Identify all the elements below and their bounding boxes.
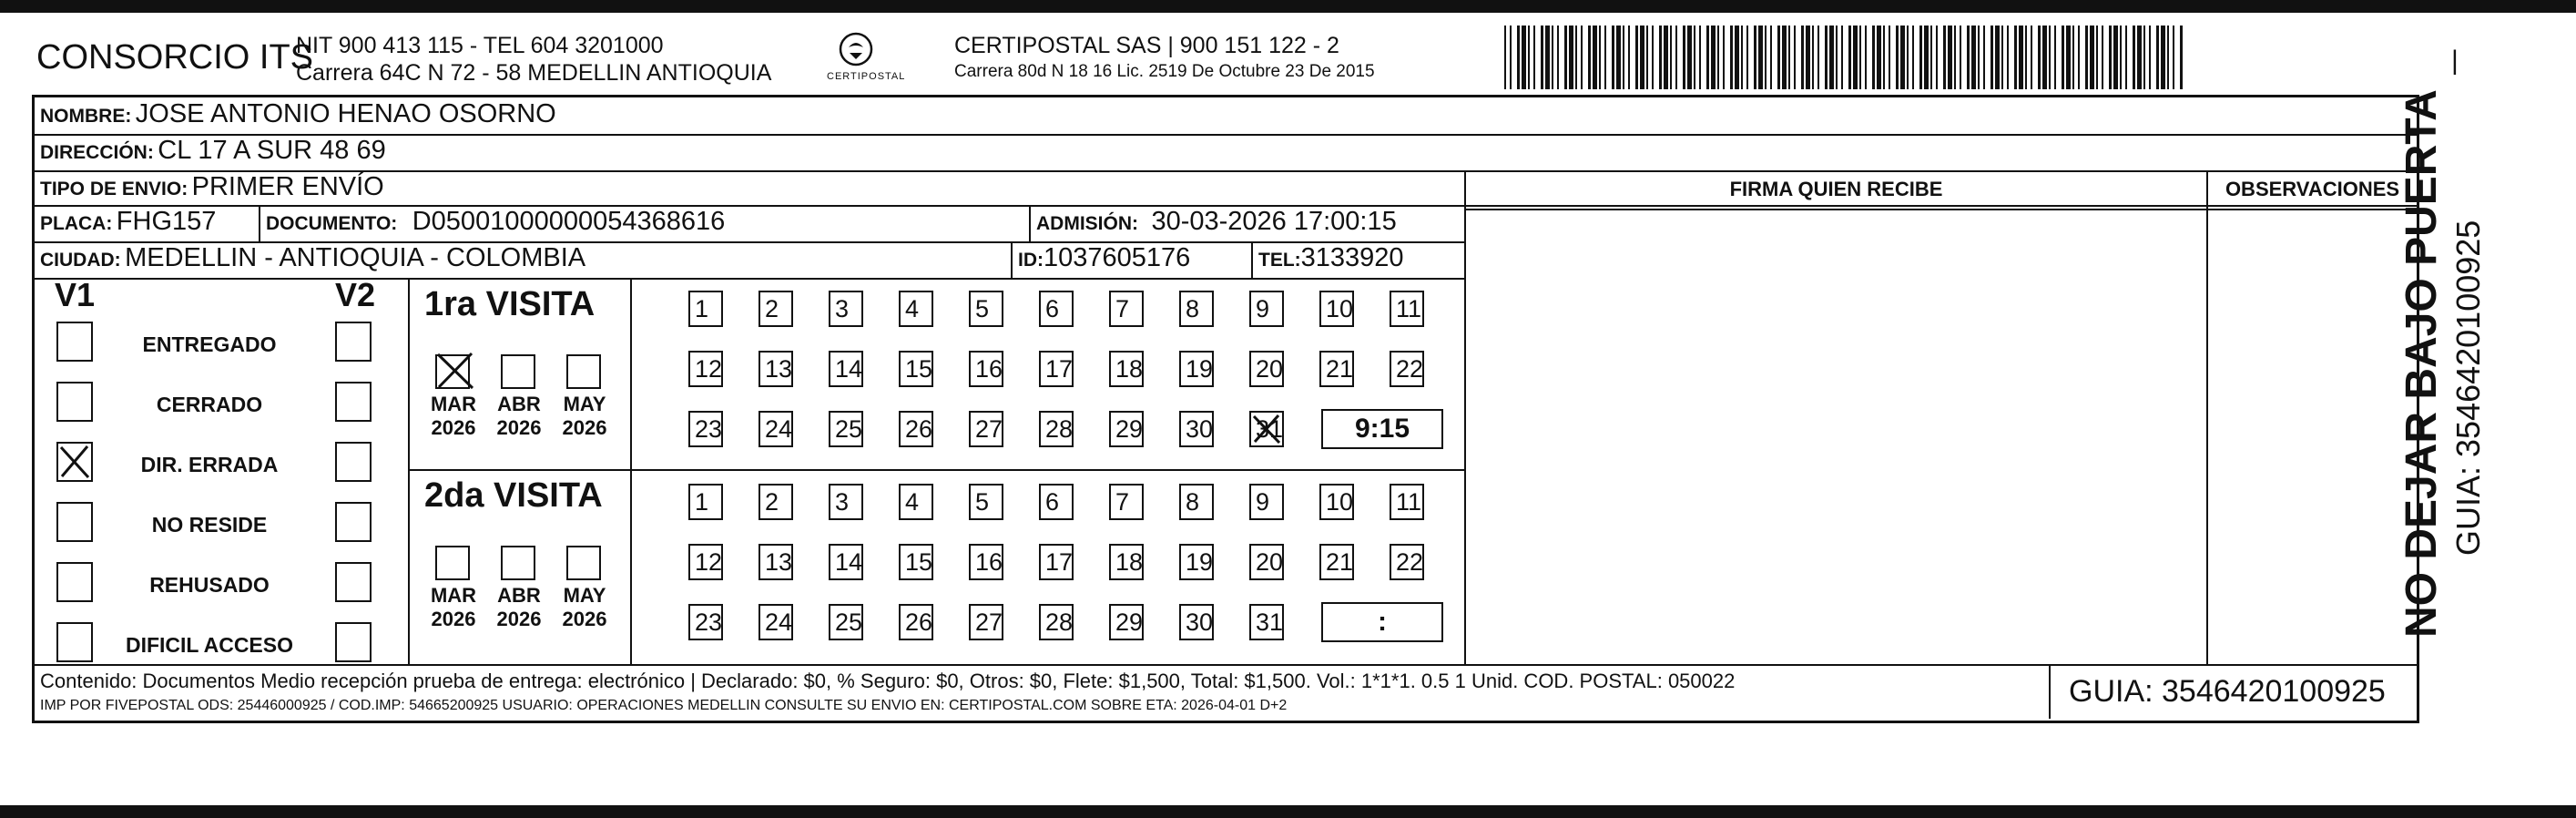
- visit1-day-22[interactable]: 22: [1390, 351, 1424, 387]
- visit1-month-label: MAY: [563, 393, 606, 415]
- tipo-value: PRIMER ENVÍO: [191, 172, 384, 201]
- visit1-day-11[interactable]: 11: [1390, 291, 1424, 327]
- visit1-day-30[interactable]: 30: [1179, 411, 1214, 447]
- status-label-no-reside: NO RESIDE: [151, 513, 268, 537]
- visit1-day-6[interactable]: 6: [1039, 291, 1074, 327]
- visit2-month-label: MAR: [430, 584, 477, 607]
- visit2-day-18[interactable]: 18: [1109, 544, 1144, 580]
- tipo-row: [40, 172, 384, 202]
- v2-checkbox-dificil-acceso[interactable]: [335, 622, 372, 662]
- visit2-day-3[interactable]: 3: [829, 484, 863, 520]
- guia-number: GUIA: 3546420100925: [2069, 674, 2386, 709]
- visit1-day-23[interactable]: 23: [688, 411, 723, 447]
- nombre-row: [40, 99, 556, 129]
- v2-checkbox-no-reside[interactable]: [335, 502, 372, 542]
- visit1-day-1[interactable]: 1: [688, 291, 723, 327]
- visit1-day-4[interactable]: 4: [899, 291, 933, 327]
- direccion-row: [40, 136, 386, 166]
- visit1-day-27[interactable]: 27: [969, 411, 1003, 447]
- visit2-day-26[interactable]: 26: [899, 604, 933, 640]
- ciudad-value: MEDELLIN - ANTIOQUIA - COLOMBIA: [125, 243, 586, 272]
- visit1-day-25[interactable]: 25: [829, 411, 863, 447]
- status-label-rehusado: REHUSADO: [149, 573, 270, 597]
- visit2-title: 2da VISITA: [424, 476, 603, 515]
- visit2-month-box-abr[interactable]: [501, 546, 535, 580]
- visit1-day-15[interactable]: 15: [899, 351, 933, 387]
- tipo-label: TIPO DE ENVIO:: [40, 179, 188, 199]
- visit2-day-20[interactable]: 20: [1249, 544, 1284, 580]
- visit2-day-25[interactable]: 25: [829, 604, 863, 640]
- visit2-day-27[interactable]: 27: [969, 604, 1003, 640]
- placa-value: FHG157: [116, 207, 217, 236]
- visit2-day-28[interactable]: 28: [1039, 604, 1074, 640]
- admision-row: [1036, 207, 1397, 237]
- visit2-day-24[interactable]: 24: [759, 604, 793, 640]
- visit2-day-17[interactable]: 17: [1039, 544, 1074, 580]
- visit2-day-7[interactable]: 7: [1109, 484, 1144, 520]
- ciudad-row: [40, 243, 585, 273]
- visit1-day-29[interactable]: 29: [1109, 411, 1144, 447]
- v1-checkbox-no-reside[interactable]: [56, 502, 93, 542]
- visit1-day-2[interactable]: 2: [759, 291, 793, 327]
- visit1-year-label: 2026: [496, 416, 542, 439]
- tel-row: [1258, 243, 1404, 273]
- visit2-month-box-mar[interactable]: [435, 546, 470, 580]
- visit2-month-box-may[interactable]: [566, 546, 601, 580]
- sender-brand: CONSORCIO ITS: [36, 38, 314, 77]
- visit2-day-9[interactable]: 9: [1249, 484, 1284, 520]
- documento-label: DOCUMENTO:: [266, 213, 398, 234]
- barcode-icon: [1504, 26, 2187, 89]
- admision-value: 30-03-2026 17:00:15: [1151, 207, 1397, 236]
- visit2-day-14[interactable]: 14: [829, 544, 863, 580]
- visit1-month-mark: [435, 351, 475, 391]
- visit1-day-17[interactable]: 17: [1039, 351, 1074, 387]
- id-label: ID:: [1018, 250, 1044, 271]
- v2-checkbox-rehusado[interactable]: [335, 562, 372, 602]
- v2-header: V2: [335, 276, 376, 313]
- visit1-day-24[interactable]: 24: [759, 411, 793, 447]
- sender-address: Carrera 64C N 72 - 58 MEDELLIN ANTIOQUIA: [296, 60, 772, 86]
- v1-checkbox-entregado[interactable]: [56, 322, 93, 362]
- nombre-label: NOMBRE:: [40, 106, 132, 127]
- status-label-cerrado: CERRADO: [156, 393, 263, 416]
- placa-label: PLACA:: [40, 213, 113, 234]
- observations-area[interactable]: [2208, 210, 2417, 664]
- visit2-day-10[interactable]: 10: [1319, 484, 1354, 520]
- visit1-day-8[interactable]: 8: [1179, 291, 1214, 327]
- visit2-year-label: 2026: [562, 608, 607, 630]
- visit1-day-13[interactable]: 13: [759, 351, 793, 387]
- visit2-day-16[interactable]: 16: [969, 544, 1003, 580]
- visit1-day-5[interactable]: 5: [969, 291, 1003, 327]
- top-border-bar: [0, 0, 2576, 13]
- content-summary: Contenido: Documentos Medio recepción prueba de entrega: electrónico | Declarado: $0, % Seguro: $0, Otros: $0, Flete: $1,500, Total: $1,500. Vol.: 1*1*1. 0.5 1 Unid. COD. POSTAL: 050022: [40, 670, 1736, 692]
- visit1-day-19[interactable]: 19: [1179, 351, 1214, 387]
- visit2-day-12[interactable]: 12: [688, 544, 723, 580]
- certipostal-logo-icon: [838, 31, 874, 67]
- visit1-time-field[interactable]: 9:15: [1321, 409, 1443, 449]
- status-label-dificil-acceso: DIFICIL ACCESO: [125, 633, 293, 657]
- visit1-month-box-may[interactable]: [566, 354, 601, 389]
- v1-header: V1: [55, 276, 96, 313]
- status-label-dir-errada: DIR. ERRADA: [140, 453, 279, 476]
- delivery-form: [32, 95, 2419, 723]
- visit1-day-16[interactable]: 16: [969, 351, 1003, 387]
- v1-checkbox-dificil-acceso[interactable]: [56, 622, 93, 662]
- v1-checkbox-rehusado[interactable]: [56, 562, 93, 602]
- visit2-day-4[interactable]: 4: [899, 484, 933, 520]
- visit1-month-box-abr[interactable]: [501, 354, 535, 389]
- visit1-day-31[interactable]: 31: [1249, 411, 1284, 447]
- visit2-day-31[interactable]: 31: [1249, 604, 1284, 640]
- visit1-year-label: 2026: [562, 416, 607, 439]
- tel-label: TEL:: [1258, 250, 1301, 271]
- visit2-day-6[interactable]: 6: [1039, 484, 1074, 520]
- visit2-day-23[interactable]: 23: [688, 604, 723, 640]
- bottom-border-bar: [0, 805, 2576, 818]
- visit2-day-11[interactable]: 11: [1390, 484, 1424, 520]
- v2-checkbox-dir-errada[interactable]: [335, 442, 372, 482]
- signature-area[interactable]: [1466, 210, 2206, 664]
- visit2-day-13[interactable]: 13: [759, 544, 793, 580]
- visit2-day-30[interactable]: 30: [1179, 604, 1214, 640]
- visit1-day-28[interactable]: 28: [1039, 411, 1074, 447]
- v1-checkbox-cerrado[interactable]: [56, 382, 93, 422]
- visit2-month-label: ABR: [497, 584, 541, 607]
- visit2-day-29[interactable]: 29: [1109, 604, 1144, 640]
- visit2-time-field[interactable]: :: [1321, 602, 1443, 642]
- visit2-day-5[interactable]: 5: [969, 484, 1003, 520]
- visit1-day-3[interactable]: 3: [829, 291, 863, 327]
- placa-row: [40, 207, 216, 237]
- observaciones-header: OBSERVACIONES: [2225, 178, 2400, 200]
- visit1-month-label: MAR: [430, 393, 477, 415]
- direccion-value: CL 17 A SUR 48 69: [158, 136, 386, 165]
- visit2-year-label: 2026: [496, 608, 542, 630]
- visit1-day-9[interactable]: 9: [1249, 291, 1284, 327]
- status-label-entregado: ENTREGADO: [142, 332, 277, 356]
- visit2-day-19[interactable]: 19: [1179, 544, 1214, 580]
- visit1-year-label: 2026: [431, 416, 476, 439]
- logo-label: CERTIPOSTAL: [827, 71, 906, 82]
- visit1-day-14[interactable]: 14: [829, 351, 863, 387]
- visit1-day-26[interactable]: 26: [899, 411, 933, 447]
- id-value: 1037605176: [1044, 243, 1191, 272]
- visit1-day-21[interactable]: 21: [1319, 351, 1354, 387]
- print-info: IMP POR FIVEPOSTAL ODS: 25446000925 / COD.IMP: 54665200925 USUARIO: OPERACIONES MEDELLIN CONSULTE SU ENVIO EN: CERTIPOSTAL.COM SOBRE ETA: 2026-04-01 D+2: [40, 698, 1288, 713]
- visit2-day-8[interactable]: 8: [1179, 484, 1214, 520]
- visit2-day-21[interactable]: 21: [1319, 544, 1354, 580]
- v2-checkbox-entregado[interactable]: [335, 322, 372, 362]
- ciudad-label: CIUDAD:: [40, 250, 121, 271]
- direccion-label: DIRECCIÓN:: [40, 142, 154, 163]
- visit1-title: 1ra VISITA: [424, 285, 596, 323]
- visit2-day-2[interactable]: 2: [759, 484, 793, 520]
- side-guia-number: GUIA: 3546420100925: [2449, 220, 2487, 556]
- documento-value: D05001000000054368616: [412, 207, 726, 236]
- sender-nit: NIT 900 413 115 - TEL 604 3201000: [296, 33, 664, 58]
- visit2-day-1[interactable]: 1: [688, 484, 723, 520]
- visit1-day-7[interactable]: 7: [1109, 291, 1144, 327]
- documento-row: [266, 207, 725, 237]
- visit1-day-10[interactable]: 10: [1319, 291, 1354, 327]
- certipostal-address: Carrera 80d N 18 16 Lic. 2519 De Octubre 23 De 2015: [954, 62, 1375, 81]
- tel-value: 3133920: [1300, 243, 1404, 272]
- visit1-day-18[interactable]: 18: [1109, 351, 1144, 387]
- corner-mark: |: [2451, 46, 2459, 76]
- certipostal-nit: CERTIPOSTAL SAS | 900 151 122 - 2: [954, 33, 1339, 58]
- visit1-month-label: ABR: [497, 393, 541, 415]
- visit2-month-label: MAY: [563, 584, 606, 607]
- firma-header: FIRMA QUIEN RECIBE: [1729, 178, 1943, 200]
- nombre-value: JOSE ANTONIO HENAO OSORNO: [135, 99, 556, 128]
- visit1-day-12[interactable]: 12: [688, 351, 723, 387]
- no-dejar-warning: NO DEJAR BAJO PUERTA: [2398, 89, 2446, 638]
- visit2-day-15[interactable]: 15: [899, 544, 933, 580]
- visit2-day-22[interactable]: 22: [1390, 544, 1424, 580]
- admision-label: ADMISIÓN:: [1036, 213, 1138, 234]
- visit1-day-mark: [1251, 413, 1282, 445]
- visit1-day-20[interactable]: 20: [1249, 351, 1284, 387]
- v2-checkbox-cerrado[interactable]: [335, 382, 372, 422]
- visit2-year-label: 2026: [431, 608, 476, 630]
- v1-dir-errada-mark: [58, 444, 91, 480]
- id-row: [1018, 243, 1190, 273]
